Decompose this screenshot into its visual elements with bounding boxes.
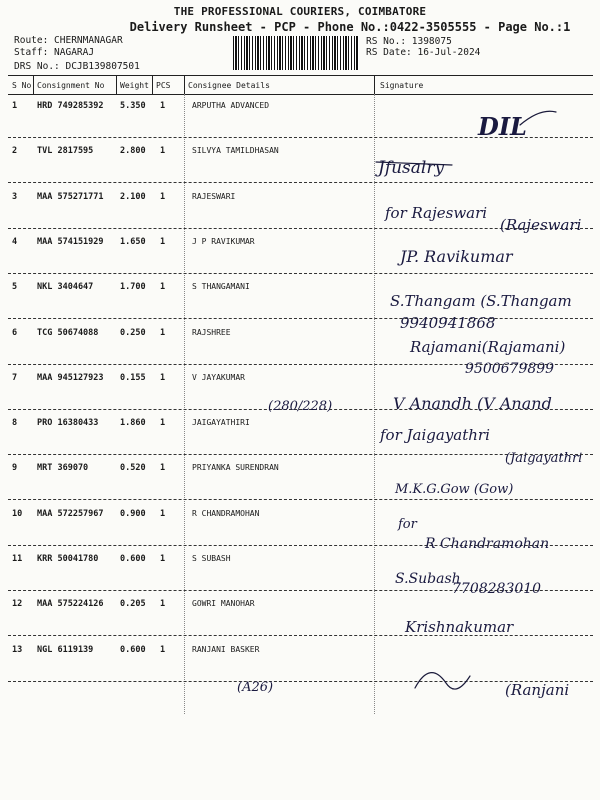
row-1-consignment: HRD 749285392 bbox=[37, 101, 104, 111]
sig-row-4: JP. Ravikumar bbox=[400, 247, 513, 266]
consignee-guide bbox=[184, 94, 185, 714]
row-9-weight: 0.520 bbox=[120, 463, 146, 474]
sig-row-5a: S.Thangam (S.Thangam bbox=[390, 292, 572, 310]
sig-row-8a: for Jaigayathri bbox=[380, 426, 490, 444]
company-title: THE PROFESSIONAL COURIERS, COIMBATORE bbox=[173, 5, 427, 18]
row-9-consignment: MRT 369070 bbox=[37, 463, 89, 474]
col-divider bbox=[33, 76, 34, 94]
signature-guide bbox=[374, 94, 375, 714]
row-9-pcs: 1 bbox=[160, 463, 166, 474]
row-2-weight: 2.800 bbox=[120, 146, 146, 157]
row-9-sno: 9 bbox=[12, 463, 18, 474]
row-11-sno: 11 bbox=[12, 554, 23, 564]
row-1-sno: 1 bbox=[12, 101, 18, 111]
row-10-sno: 10 bbox=[12, 508, 23, 519]
row-separator bbox=[8, 454, 593, 455]
row-8-weight: 1.860 bbox=[120, 418, 146, 429]
row-12-weight: 0.205 bbox=[120, 599, 146, 610]
row-6-pcs: 1 bbox=[160, 327, 166, 338]
row-5-weight: 1.700 bbox=[120, 282, 146, 293]
sig-row-10b: R Chandramohan bbox=[425, 536, 550, 552]
col-header-signature: Signature bbox=[380, 81, 424, 90]
row-4-pcs: 1 bbox=[160, 236, 166, 247]
row-7-weight: 0.155 bbox=[120, 372, 146, 383]
rs-number: RS No.: 1398075 bbox=[366, 36, 452, 47]
col-header-consignee: Consignee Details bbox=[188, 81, 270, 90]
col-header-weight: Weight bbox=[120, 81, 149, 90]
row-5-consignee: S THANGAMANI bbox=[192, 282, 250, 292]
row-3-consignee: RAJESWARI bbox=[192, 191, 236, 201]
row-3-consignment: MAA 575271771 bbox=[37, 191, 104, 202]
row-3-weight: 2.100 bbox=[120, 191, 146, 202]
row-5-consignment: NKL 3404647 bbox=[37, 282, 94, 293]
row-1-pcs: 1 bbox=[160, 101, 166, 111]
row-3-sno: 3 bbox=[12, 191, 18, 202]
row-separator bbox=[8, 228, 593, 229]
row-separator bbox=[8, 499, 593, 500]
sig-row-9: M.K.G.Gow (Gow) bbox=[395, 482, 514, 497]
row-6-consignee: RAJSHREE bbox=[192, 327, 231, 337]
row-12-consignee: GOWRI MANOHAR bbox=[192, 599, 255, 609]
col-divider bbox=[116, 76, 117, 94]
row-4-consignee: J P RAVIKUMAR bbox=[192, 236, 255, 246]
sig-stroke bbox=[376, 162, 452, 165]
row-12-consignment: MAA 575224126 bbox=[37, 599, 104, 610]
sig-row-13b: (Ranjani bbox=[505, 681, 570, 699]
row-separator bbox=[8, 545, 593, 546]
route-label: Route: CHERNMANAGAR bbox=[14, 35, 123, 46]
col-divider bbox=[184, 76, 185, 94]
row-5-pcs: 1 bbox=[160, 282, 166, 293]
row-separator bbox=[8, 182, 593, 183]
row-separator bbox=[8, 409, 593, 410]
row-8-consignee: JAIGAYATHIRI bbox=[192, 418, 250, 428]
row-2-sno: 2 bbox=[12, 146, 18, 157]
row-8-consignment: PRO 16380433 bbox=[37, 418, 99, 429]
row-10-consignment: MAA 572257967 bbox=[37, 508, 104, 519]
sig-row-3b: (Rajeswari bbox=[500, 216, 582, 234]
row-7-consignment: MAA 945127923 bbox=[37, 372, 104, 383]
row-separator bbox=[8, 590, 593, 591]
col-header-sno: S No bbox=[12, 81, 32, 90]
row-2-consignment: TVL 2817595 bbox=[37, 146, 94, 157]
table-top-rule bbox=[8, 75, 593, 76]
row-1-consignee: ARPUTHA ADVANCED bbox=[192, 101, 270, 110]
row-9-consignee: PRIYANKA SURENDRAN bbox=[192, 463, 279, 473]
row-separator bbox=[8, 137, 593, 138]
sig-row-8b: (Jaigayathri bbox=[505, 451, 583, 466]
row-2-pcs: 1 bbox=[160, 146, 166, 157]
row-13-consignee: RANJANI BASKER bbox=[192, 644, 260, 654]
rs-date: RS Date: 16-Jul-2024 bbox=[366, 47, 481, 58]
sig-row-7b: (280/228) bbox=[268, 399, 333, 414]
row-7-pcs: 1 bbox=[160, 372, 166, 383]
row-8-sno: 8 bbox=[12, 418, 18, 429]
row-2-consignee: SILVYA TAMILDHASAN bbox=[192, 146, 279, 156]
row-8-pcs: 1 bbox=[160, 418, 166, 429]
row-separator bbox=[8, 635, 593, 636]
sig-row-7a: V Anandh (V Anand bbox=[393, 394, 552, 413]
row-separator bbox=[8, 273, 593, 274]
sig-row-5b: 9940941868 bbox=[400, 314, 496, 332]
row-6-weight: 0.250 bbox=[120, 327, 146, 338]
row-13-pcs: 1 bbox=[160, 644, 166, 655]
drs-number: DRS No.: DCJB139807501 bbox=[14, 61, 140, 72]
col-divider bbox=[152, 76, 153, 94]
row-5-sno: 5 bbox=[12, 282, 18, 293]
table-header-rule bbox=[8, 94, 593, 95]
sig-row-11b: 7708283010 bbox=[452, 581, 542, 597]
row-10-weight: 0.900 bbox=[120, 508, 146, 519]
sig-row-11a: S.Subash bbox=[395, 571, 461, 587]
sig-stroke bbox=[520, 111, 556, 125]
row-11-consignee: S SUBASH bbox=[192, 554, 231, 563]
staff-label: Staff: NAGARAJ bbox=[14, 47, 95, 58]
row-12-sno: 12 bbox=[12, 599, 23, 610]
row-11-consignment: KRR 50041780 bbox=[37, 554, 99, 564]
row-12-pcs: 1 bbox=[160, 599, 166, 610]
row-13-consignment: NGL 6119139 bbox=[37, 644, 94, 655]
row-7-sno: 7 bbox=[12, 372, 18, 383]
col-header-consignment: Consignment No bbox=[37, 81, 105, 90]
row-4-sno: 4 bbox=[12, 236, 18, 247]
row-1-weight: 5.350 bbox=[120, 101, 146, 111]
sig-row-6a: Rajamani(Rajamani) bbox=[410, 338, 566, 356]
row-10-pcs: 1 bbox=[160, 508, 166, 519]
row-6-consignment: TCG 50674088 bbox=[37, 327, 99, 338]
row-4-consignment: MAA 574151929 bbox=[37, 236, 104, 247]
runsheet-subtitle: Delivery Runsheet - PCP - Phone No.:0422-3505555 - Page No.:1 bbox=[129, 20, 571, 34]
row-4-weight: 1.650 bbox=[120, 236, 146, 247]
sig-row-13a: (A26) bbox=[237, 680, 274, 695]
sig-row-6b: 9500679899 bbox=[465, 361, 555, 377]
col-header-pcs: PCS bbox=[156, 81, 171, 90]
row-3-pcs: 1 bbox=[160, 191, 166, 202]
row-11-weight: 0.600 bbox=[120, 554, 146, 564]
sig-row-2: Jfusalry bbox=[378, 158, 445, 178]
row-10-consignee: R CHANDRAMOHAN bbox=[192, 508, 260, 518]
row-separator bbox=[8, 318, 593, 319]
row-separator bbox=[8, 364, 593, 365]
row-7-consignee: V JAYAKUMAR bbox=[192, 372, 245, 382]
sig-row-12: Krishnakumar bbox=[405, 618, 514, 636]
barcode bbox=[233, 36, 359, 70]
row-separator bbox=[8, 681, 593, 682]
sig-row-1: DIL bbox=[478, 112, 527, 141]
sig-row-10a: for bbox=[398, 517, 417, 532]
col-divider bbox=[374, 76, 375, 94]
sig-row-3a: for Rajeswari bbox=[385, 204, 488, 222]
row-11-pcs: 1 bbox=[160, 554, 166, 564]
row-13-sno: 13 bbox=[12, 644, 23, 655]
row-13-weight: 0.600 bbox=[120, 644, 146, 655]
row-6-sno: 6 bbox=[12, 327, 18, 338]
